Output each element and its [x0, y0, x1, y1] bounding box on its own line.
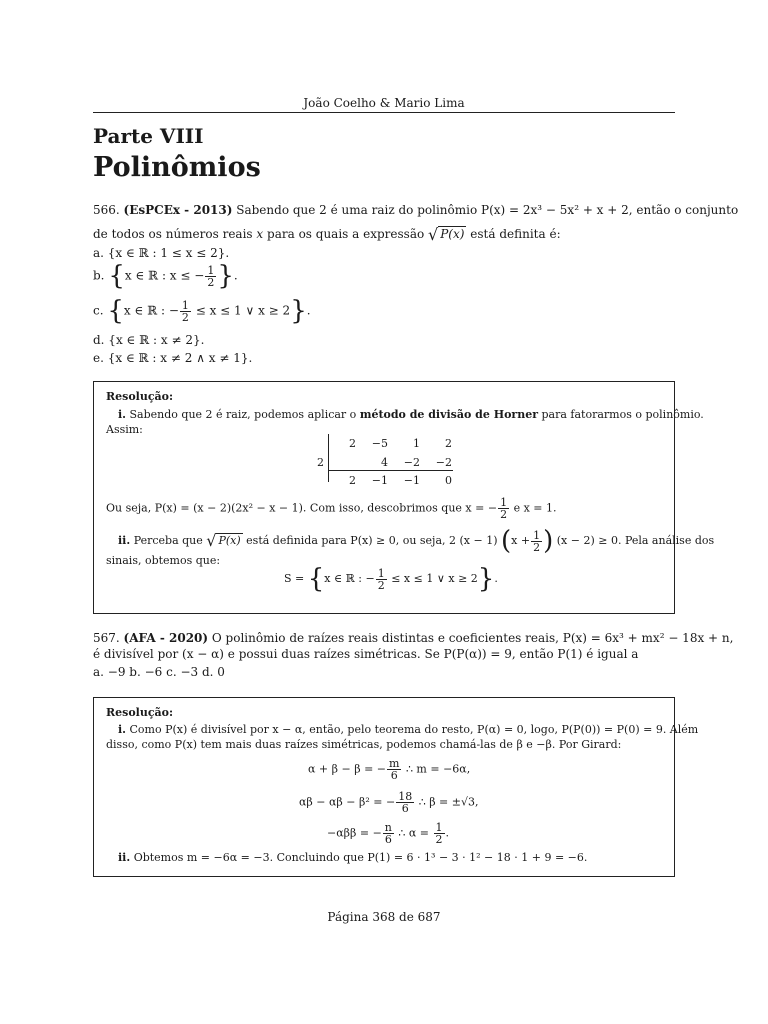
ii-sqrt-arg: P(x)	[218, 534, 241, 547]
option-d: d. {x ∈ ℝ : x ≠ 2}.	[93, 333, 205, 347]
step-ii-label: ii.	[118, 851, 131, 864]
close-brace-icon: }	[217, 261, 234, 291]
question-566-source: (EsPCEx - 2013)	[123, 203, 233, 217]
solution-heading: Resolução:	[106, 390, 174, 403]
step-i-label: i.	[118, 408, 127, 421]
question-566-line1	[93, 203, 738, 217]
solution-566-factored	[106, 497, 557, 520]
horner-cell: 4	[381, 456, 388, 469]
ii-text3: (x − 2) ≥ 0. Pela análise dos	[556, 534, 715, 547]
horner-cell: −2	[435, 456, 452, 469]
horner-cell: 2	[349, 474, 356, 487]
step-ii-label: ii.	[118, 534, 131, 547]
eq2-fraction: $\frac{18}{6}$	[398, 790, 413, 815]
horner-cell: −1	[371, 474, 388, 487]
question-567-text1: O polinômio de raízes reais distintas e coeficientes reais, P(x) = 6x³ + mx² − 18x + n,	[211, 631, 734, 645]
open-brace-icon: {	[108, 261, 125, 291]
question-566-text2d: está definita é:	[470, 227, 561, 241]
page-number-footer: Página 368 de 687	[327, 910, 441, 924]
solution-566-sinais: sinais, obtemos que:	[106, 554, 221, 567]
factored-text1: Ou seja, P(x) = (x − 2)(2x² − x − 1). Com isso, descobrimos que x = −	[106, 501, 498, 515]
option-a: a. {x ∈ ℝ : 1 ≤ x ≤ 2}.	[93, 246, 230, 260]
ii-text1: Perceba que	[133, 534, 203, 547]
solution-567-ii-text: Obtemos m = −6α = −3. Concluindo que P(1) = 6 · 1³ − 3 · 1² − 18 · 1 + 9 = −6.	[133, 851, 588, 864]
solution-567-i-line1	[118, 723, 698, 736]
horner-table	[312, 434, 472, 489]
option-b-label: b.	[93, 268, 105, 283]
sqrt-icon: √	[206, 531, 217, 550]
step-i-label: i.	[118, 723, 127, 736]
horner-method-bold: método de divisão de Horner	[359, 408, 539, 421]
option-b-set: x ∈ ℝ : x ≤ −	[124, 268, 205, 283]
girard-eq2: αβ − αβ − β² = − $\frac{18}{6}$ ∴ β = ±√3,	[299, 790, 479, 815]
option-c-set2: ≤ x ≤ 1 ∨ x ≥ 2	[195, 303, 291, 318]
solution-566-ii-line	[118, 528, 714, 554]
option-c: c. {x ∈ ℝ : − $\frac{1}{2}$ ≤ x ≤ 1 ∨ x ≥ 2}.	[93, 296, 311, 326]
girard-eq3: −αββ = − $\frac{n}{6}$ ∴ α = $\frac{1}{2}$ .	[327, 821, 450, 846]
question-566-text2c: para os quais a expressão	[267, 227, 425, 241]
question-566-var-x: x	[256, 227, 264, 241]
horner-cell: −5	[371, 437, 388, 450]
solution-566-i-text1: Sabendo que 2 é raiz, podemos aplicar o	[129, 408, 357, 421]
part-heading: Parte VIII	[93, 124, 204, 148]
eq3-fraction: $\frac{n}{6}$	[384, 821, 392, 846]
running-header-author: João Coelho & Mario Lima	[303, 96, 465, 110]
girard-eq1: α + β − β = − $\frac{m}{6}$ ∴ m = −6α,	[308, 757, 471, 782]
ii-fraction: $\frac{1}{2}$	[533, 528, 541, 554]
close-paren-icon: )	[543, 526, 554, 556]
option-c-fraction: $\frac{1}{2}$	[181, 298, 189, 324]
sqrt-icon: √	[428, 225, 439, 244]
header-rule	[93, 112, 675, 113]
option-b-fraction: $\frac{1}{2}$	[207, 263, 215, 289]
close-brace-icon: }	[290, 296, 307, 326]
eq1-fraction: $\frac{m}{6}$	[389, 757, 400, 782]
solution-heading: Resolução:	[106, 706, 174, 719]
option-c-set1: x ∈ ℝ : −	[123, 303, 179, 318]
question-567-line1	[93, 631, 733, 645]
open-brace-icon: {	[107, 296, 124, 326]
close-brace-icon: }	[477, 564, 495, 594]
question-566-line2	[93, 225, 561, 244]
ii-paren-pre: x +	[511, 534, 531, 547]
question-567-line2: é divisível por (x − α) e possui duas raízes simétricas. Se P(P(α)) = 9, então P(1) é igual a	[93, 647, 639, 661]
option-c-label: c.	[93, 303, 104, 318]
question-567-number: 567.	[93, 631, 120, 645]
set-S-fraction: $\frac{1}{2}$	[377, 566, 385, 592]
solution-566-assim: Assim:	[106, 423, 143, 436]
option-e: e. {x ∈ ℝ : x ≠ 2 ∧ x ≠ 1}.	[93, 351, 253, 365]
horner-cell: 2	[349, 437, 356, 450]
horner-cell: −1	[403, 474, 420, 487]
set-S-label: S =	[284, 572, 305, 585]
solution-box-567	[93, 697, 699, 877]
solution-567-i-text1: Como P(x) é divisível por x − α, então, pelo teorema do resto, P(α) = 0, logo, P(P(0)) = P(0) = 9. Além	[129, 723, 699, 736]
solution-567-ii-line	[118, 851, 587, 864]
solution-566-i-line	[118, 408, 704, 421]
horner-divisor: 2	[317, 456, 324, 469]
horner-cell: 1	[413, 437, 420, 450]
question-566-text1: Sabendo que 2 é uma raiz do polinômio P(x) = 2x³ − 5x² + x + 2, então o conjunto	[236, 203, 739, 217]
solution-box-566	[93, 381, 715, 614]
solution-566-i-text2: para fatorarmos o polinômio.	[541, 408, 704, 421]
solution-567-i-line2: disso, como P(x) tem mais duas raízes simétricas, podemos chamá-las de β e −β. Por Girard:	[106, 738, 622, 751]
set-S-end: .	[494, 572, 498, 585]
solution-set-S	[284, 566, 498, 592]
horner-cell: 2	[445, 437, 452, 450]
chapter-title: Polinômios	[93, 152, 261, 183]
set-S-part1: x ∈ ℝ : −	[324, 572, 375, 585]
question-567-options: a. −9 b. −6 c. −3 d. 0	[93, 665, 225, 679]
factored-text2: e x = 1.	[513, 501, 557, 515]
open-brace-icon: {	[307, 564, 325, 594]
question-566-number: 566.	[93, 203, 120, 217]
root-fraction: $\frac{1}{2}$	[500, 496, 508, 521]
question-566-text2a: de todos os números reais	[93, 227, 253, 241]
horner-cell: −2	[403, 456, 420, 469]
option-b: b. {x ∈ ℝ : x ≤ − $\frac{1}{2}$ }.	[93, 261, 238, 291]
eq3-fraction2: $\frac{1}{2}$	[435, 821, 443, 846]
horner-cell: 0	[445, 474, 452, 487]
set-S-part2: ≤ x ≤ 1 ∨ x ≥ 2	[391, 572, 478, 585]
question-566-sqrt-arg: P(x)	[440, 227, 465, 241]
horner-horizontal-rule	[328, 470, 453, 471]
open-paren-icon: (	[501, 526, 512, 556]
question-567-source: (AFA - 2020)	[123, 631, 209, 645]
ii-text2: está definida para P(x) ≥ 0, ou seja, 2 (x − 1)	[246, 534, 498, 547]
